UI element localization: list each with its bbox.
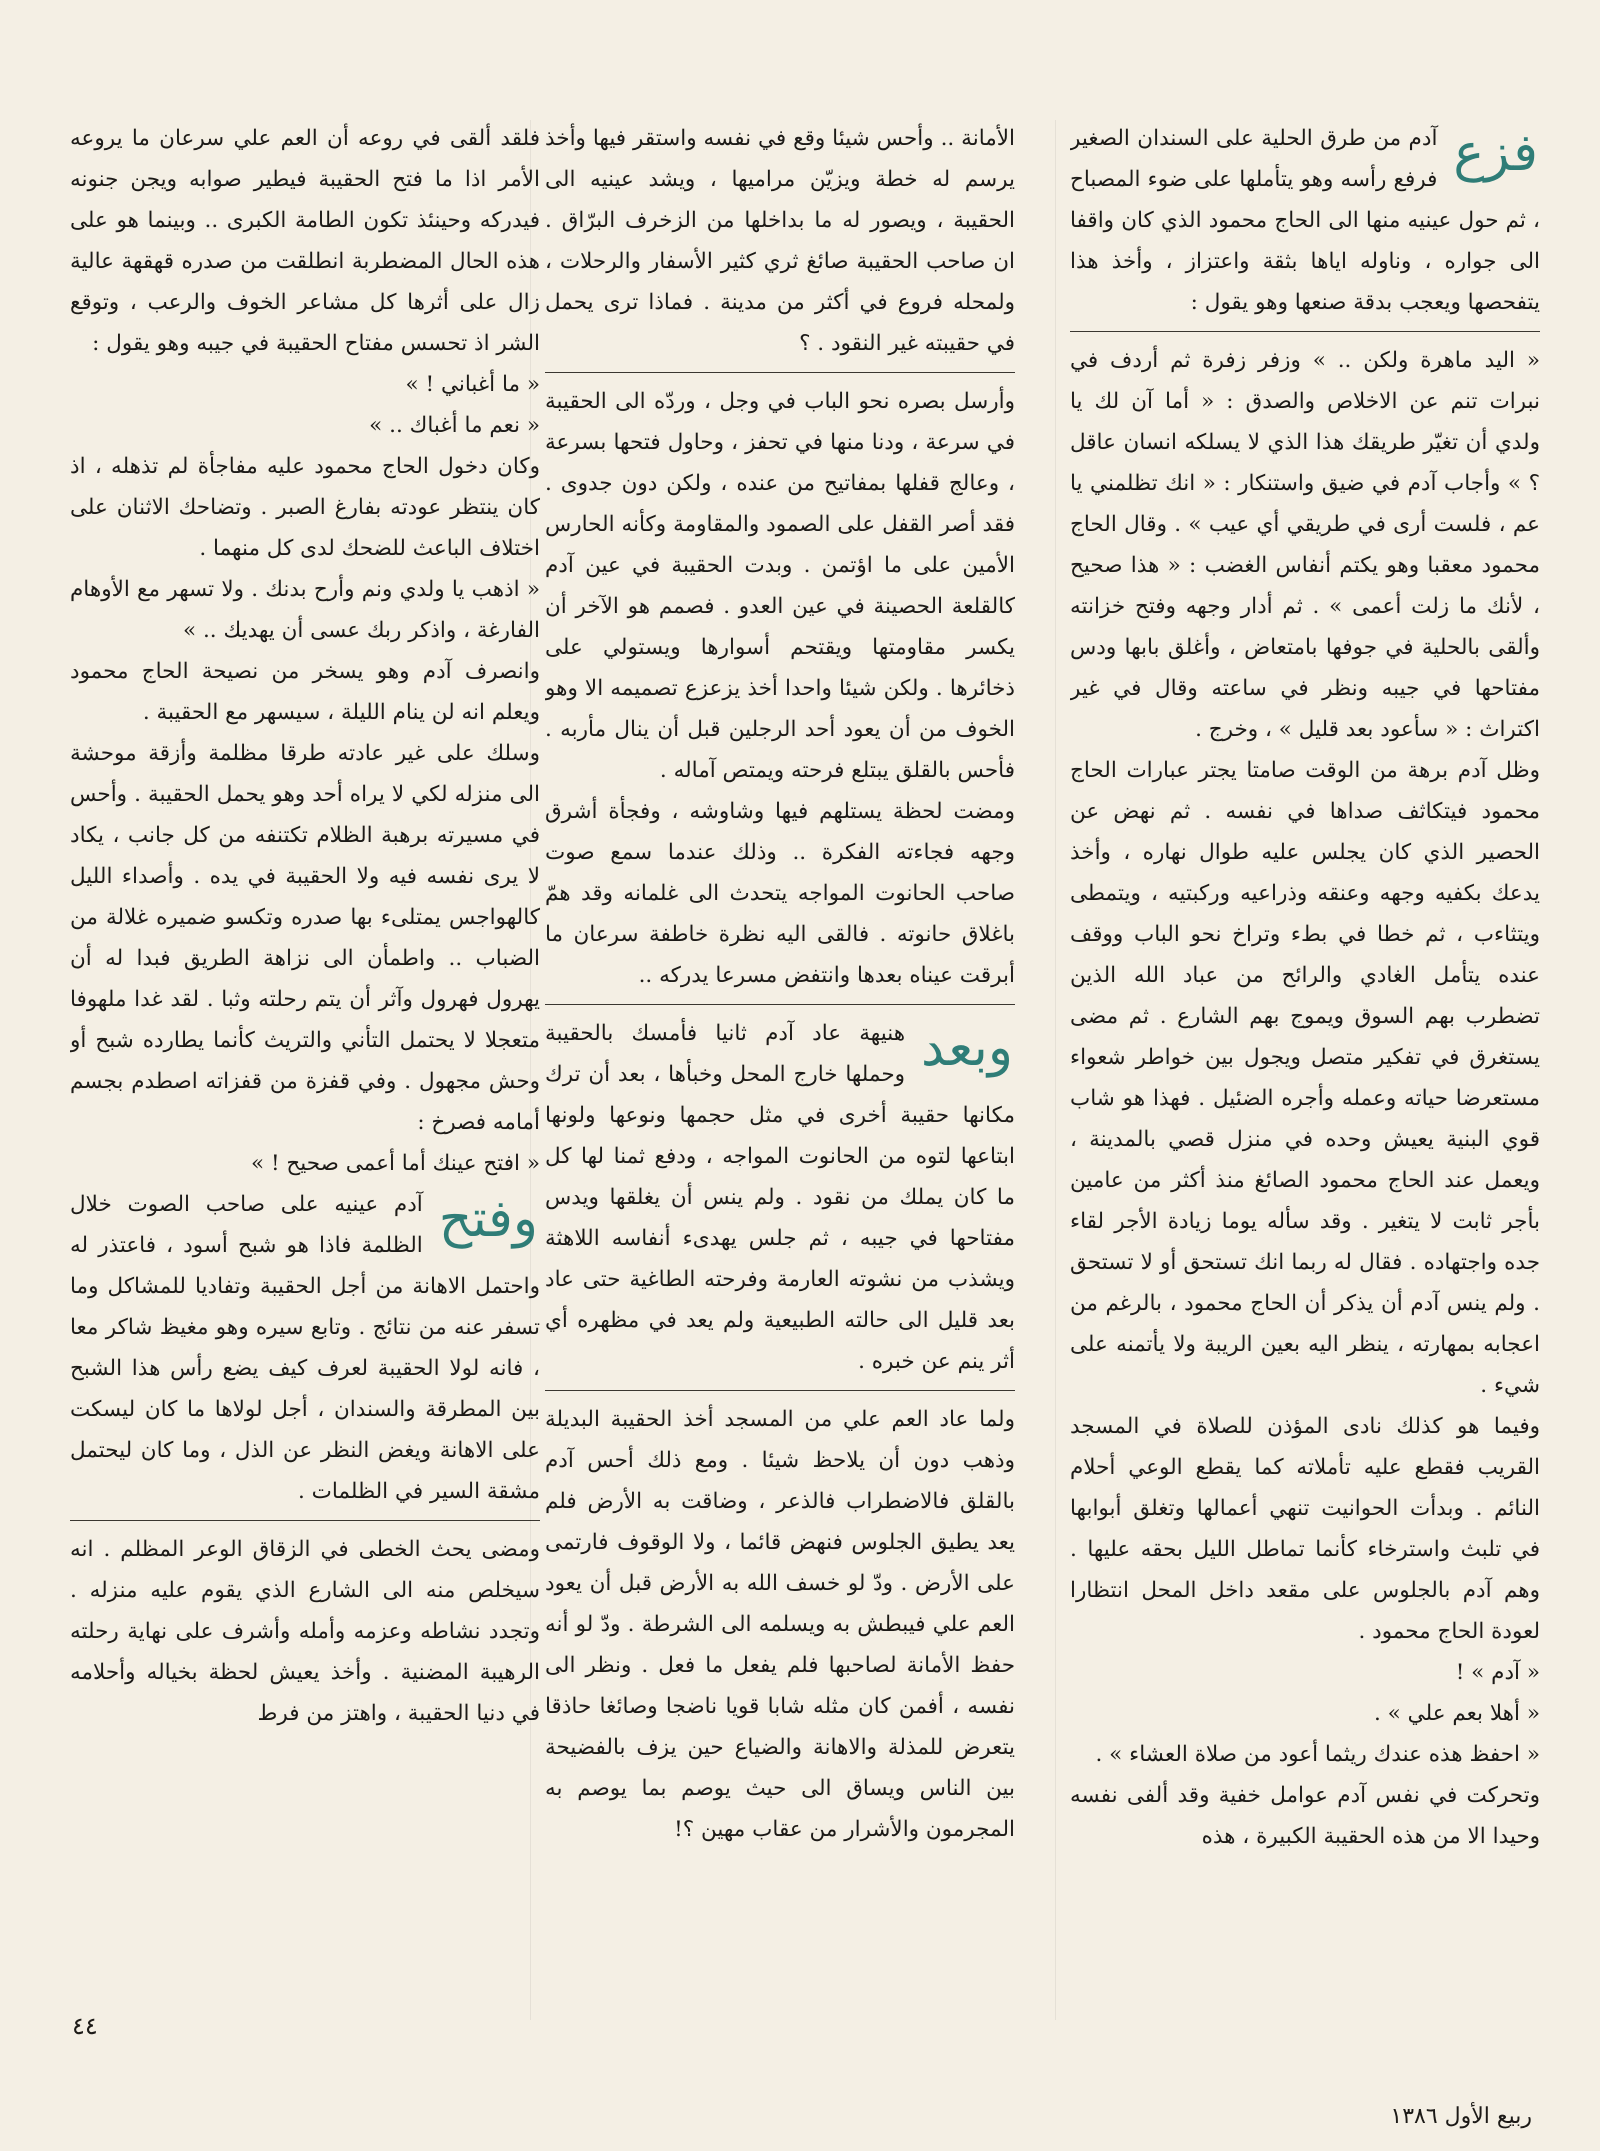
divider — [545, 372, 1015, 373]
dialogue-line: « نعم ما أغباك .. » — [369, 413, 540, 438]
paragraph: « اليد ماهرة ولكن .. » وزفر زفرة ثم أردف في نبرات تنم عن الاخلاص والصدق : « أما آن لك يا ولدي أن تغيّر طريقك هذا الذي لا يسلكه انسان عاقل ؟ » وأجاب آدم في ضيق واستنكار : « انك تظلمني يا عم ، فلست أرى في طريقي أي عيب » . وقال الحاج محمود معقبا وهو يكتم أنفاس الغضب : « هذا صحيح ، لأنك ما زلت أعمى » . ثم أدار وجهه وفتح خزانته وألقى بالحلية في جوفها بامتعاض ، وأغلق بابها ودس مفتاحها في جيبه ونظر في ساعته وقال في غير اكتراث : « سأعود بعد قليل » ، وخرج . — [1070, 348, 1540, 742]
divider — [70, 1520, 540, 1521]
paragraph: وسلك على غير عادته طرقا مظلمة وأزقة موحشة الى منزله لكي لا يراه أحد وهو يحمل الحقيبة . وأحس في مسيرته برهبة الظلام تكتنفه من كل جانب ، يكاد لا يرى نفسه فيه ولا الحقيبة في يده . وأصداء الليل كالهواجس يمتلىء بها صدره وتكسو ضميره غلالة من الضباب .. واطمأن الى نزاهة الطريق فبدا له أن يهرول فهرول وآثر أن يتم رحلته وثبا . لقد غدا ملهوفا متعجلا لا يحتمل التأني والتريث كأنما يطارده شبح أو وحش مجهول . وفي قفزة من قفزاته اصطدم بجسم أمامه فصرخ : — [70, 741, 540, 1135]
paragraph: وانصرف آدم وهو يسخر من نصيحة الحاج محمود ويعلم انه لن ينام الليلة ، سيسهر مع الحقيبة . — [70, 659, 540, 725]
paragraph: ولما عاد العم علي من المسجد أخذ الحقيبة البديلة وذهب دون أن يلاحظ شيئا . ومع ذلك أحس آدم بالقلق فالاضطراب فالذعر ، وضاقت به الأرض فلم يعد يطيق الجلوس فنهض قائما ، ولا الوقوف فارتمى على الأرض . ودّ لو خسف الله به الأرض قبل أن يعود العم علي فيبطش به ويسلمه الى الشرطة . ودّ لو أنه حفظ الأمانة لصاحبها فلم يفعل ما فعل . ونظر الى نفسه ، أفمن كان مثله شابا قويا ناضجا وصائغا حاذقا يتعرض للمذلة والاهانة والضياع حين يزف بالفضيحة بين الناس ويساق الى حيث يوصم بما يوصم به المجرمون والأشرار من عقاب مهين ؟! — [545, 1407, 1015, 1842]
divider — [545, 1390, 1015, 1391]
paragraph: وكان دخول الحاج محمود عليه مفاجأة لم تذهله ، اذ كان ينتظر عودته بفارغ الصبر . وتضاحك الاثنان على اختلاف الباعث للضحك لدى كل منهما . — [70, 454, 540, 561]
divider — [545, 1004, 1015, 1005]
column-right — [1070, 118, 1540, 2048]
paragraph: وأرسل بصره نحو الباب في وجل ، وردّه الى الحقيبة في سرعة ، ودنا منها في تحفز ، وحاول فتحها بسرعة ، وعالج قفلها بمفاتيح من عنده ، ولكن دون جدوى . فقد أصر القفل على الصمود والمقاومة وكأنه الحارس الأمين على ما اؤتمن . وبدت الحقيبة في عين آدم كالقلعة الحصينة في عين العدو . فصمم هو الآخر أن يكسر مقاومتها ويقتحم أسوارها ويستولي على ذخائرها . ولكن شيئا واحدا أخذ يزعزع تصميمه الا وهو الخوف من أن يعود أحد الرجلين قبل أن ينال مأربه . فأحس بالقلق يبتلع فرحته ويمتص آماله . — [545, 389, 1015, 783]
column-middle — [545, 118, 1015, 2048]
divider — [1070, 331, 1540, 332]
column-gutter — [530, 120, 531, 2020]
dialogue-line: « ما أغباني ! » — [405, 372, 540, 397]
column-gutter — [1055, 120, 1056, 2020]
paragraph: ومضت لحظة يستلهم فيها وشاوشه ، وفجأة أشرق وجهه فجاءته الفكرة .. وذلك عندما سمع صوت صاحب الحانوت المواجه يتحدث الى غلمانه وقد همّ باغلاق حانوته . فالقى اليه نظرة خاطفة سرعان ما أبرقت عيناه بعدها وانتفض مسرعا يدركه .. — [545, 799, 1015, 988]
paragraph: وظل آدم برهة من الوقت صامتا يجتر عبارات الحاج محمود فيتكاثف صداها في نفسه . ثم نهض عن الحصير الذي كان يجلس عليه طوال نهاره ، وأخذ يدعك بكفيه وجهه وعنقه وذراعيه وركبتيه ، ويتمطى ويتثاءب ، ثم خطا في بطء وتراخ نحو الباب ووقف عنده يتأمل الغادي والرائح من عباد الله الذين تضطرب بهم السوق ويموج بهم الشارع . ثم مضى يستغرق في تفكير متصل ويجول بين خواطر شعواء مستعرضا حياته وعمله وأجره الضئيل . فهذا هو شاب قوي البنية يعيش وحده في منزل قصي بالمدينة ، ويعمل عند الحاج محمود الصائغ منذ أكثر من عامين بأجر ثابت لا يتغير . وقد سأله يوما زيادة الأجر لقاء جده واجتهاده . فقال له ربما انك تستحق أو لا تستحق . ولم ينس آدم أن يذكر أن الحاج محمود ، بالرغم من اعجابه بمهارته ، ينظر اليه بعين الريبة ولا يأتمنه على شيء . — [1070, 758, 1540, 1398]
paragraph: الأمانة .. وأحس شيئا وقع في نفسه واستقر فيها وأخذ يرسم له خطة ويزيّن مراميها ، ويشد عينيه الى الحقيبة ، ويصور له ما بداخلها من الزخرف البرّاق . ان صاحب الحقيبة صائغ ثري كثير الأسفار والرحلات ، ولمحله فروع في أكثر من مدينة . فماذا ترى يحمل في حقيبته غير النقود . ؟ — [545, 126, 1015, 356]
section-title-wafatah: وفتح — [438, 1189, 538, 1249]
paragraph: آدم من طرق الحلية على السندان الصغير فرفع رأسه وهو يتأملها على ضوء المصباح ، ثم حول عينيه منها الى الحاج محمود الذي كان واقفا الى جواره ، وناوله اياها بثقة واعتزاز ، وأخذ هذا يتفحصها ويعجب بدقة صنعها وهو يقول : — [1070, 126, 1540, 315]
dialogue-line: « اذهب يا ولدي ونم وأرح بدنك . ولا تسهر مع الأوهام الفارغة ، واذكر ربك عسى أن يهديك .. » — [70, 577, 540, 643]
dialogue-line: « احفظ هذه عندك ريثما أعود من صلاة العشاء » . — [1095, 1742, 1540, 1767]
issue-date: ربيع الأول ١٣٨٦ — [1390, 2104, 1532, 2129]
paragraph: هنيهة عاد آدم ثانيا فأمسك بالحقيبة وحملها خارج المحل وخبأها ، بعد أن ترك مكانها حقيبة أخرى في مثل حجمها ونوعها ولونها ابتاعها لتوه من الحانوت المواجه ، ودفع ثمنا لها كل ما كان يملك من نقود . ولم ينس أن يغلقها ويدس مفتاحها في جيبه ، ثم جلس يهدىء أنفاسه اللاهثة ويشذب من نشوته العارمة وفرحته الطاغية حتى عاد بعد قليل الى حالته الطبيعية ولم يعد في مظهره أي أثر ينم عن خبره . — [545, 1021, 1015, 1374]
paragraph: آدم عينيه على صاحب الصوت خلال الظلمة فاذا هو شبح أسود ، فاعتذر له واحتمل الاهانة من أجل الحقيبة وتفاديا للمشاكل وما تسفر عنه من نتائج . وتابع سيره وهو مغيظ شاكر معا ، فانه لولا الحقيبة لعرف كيف يضع رأس هذا الشبح بين المطرقة والسندان ، أجل لولاها ما كان ليسكت على الاهانة ويغض النظر عن الذل ، وما كان ليحتمل مشقة السير في الظلمات . — [70, 1192, 540, 1504]
dialogue-line: « آدم » ! — [1455, 1660, 1540, 1685]
paragraph: ومضى يحث الخطى في الزقاق الوعر المظلم . انه سيخلص منه الى الشارع الذي يقوم عليه منزله . وتجدد نشاطه وعزمه وأمله وأشرف على نهاية رحلته الرهيبة المضنية . وأخذ يعيش لحظة بخياله وأحلامه في دنيا الحقيبة ، واهتز من فرط — [70, 1537, 540, 1726]
paragraph: وفيما هو كذلك نادى المؤذن للصلاة في المسجد القريب فقطع عليه تأملاته كما يقطع الوعي أحلام النائم . وبدأت الحوانيت تنهي أعمالها وتغلق أبوابها في تلبث واسترخاء كأنما تماطل الليل بحقه عليها . وهم آدم بالجلوس على مقعد داخل المحل انتظارا لعودة الحاج محمود . — [1070, 1414, 1540, 1644]
dialogue-line: « افتح عينك أما أعمى صحيح ! » — [250, 1151, 540, 1176]
page-number: ٤٤ — [72, 2012, 98, 2040]
column-left — [70, 118, 540, 2048]
dialogue-line: « أهلا بعم علي » . — [1374, 1701, 1540, 1726]
section-title-wabaad: وبعد — [921, 1018, 1013, 1078]
paragraph: وتحركت في نفس آدم عوامل خفية وقد ألفى نفسه وحيدا الا من هذه الحقيبة الكبيرة ، هذه — [1070, 1783, 1540, 1849]
section-title-faza: فزع — [1453, 123, 1538, 183]
paragraph: فلقد ألقى في روعه أن العم علي سرعان ما يروعه الأمر اذا ما فتح الحقيبة فيطير صوابه ويجن جنونه فيدركه وحينئذ تكون الطامة الكبرى .. وبينما هو على هذه الحال المضطربة انطلقت من صدره قهقهة عالية زال على أثرها كل مشاعر الخوف والرعب ، وتوقع الشر اذ تحسس مفتاح الحقيبة في جيبه وهو يقول : — [70, 126, 540, 356]
